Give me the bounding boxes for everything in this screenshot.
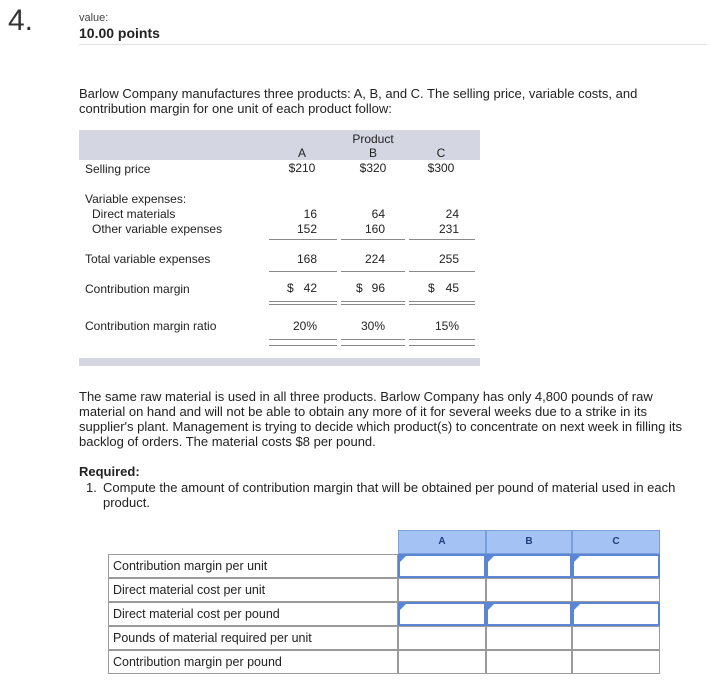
required-item-text: Compute the amount of contribution margin that will be obtained per pound of material used in each product. bbox=[103, 480, 676, 510]
total-line-c bbox=[409, 271, 475, 272]
grid-header-c: C bbox=[572, 530, 660, 554]
row-label-total-variable: Total variable expenses bbox=[85, 252, 211, 266]
question-number: 4. bbox=[8, 4, 34, 37]
row-label-contribution-margin: Contribution margin bbox=[85, 282, 190, 296]
other-variable-a: 152 bbox=[296, 222, 317, 236]
grid-header-a: A bbox=[398, 530, 486, 554]
input-marker-icon bbox=[400, 604, 406, 610]
direct-materials-b: 64 bbox=[371, 207, 385, 221]
required-item-number: 1. bbox=[86, 480, 97, 495]
ratio-line2-c bbox=[409, 345, 475, 346]
cm-per-unit-input-c[interactable] bbox=[572, 554, 660, 578]
row-label-cm-ratio: Contribution margin ratio bbox=[85, 319, 217, 333]
dm-cost-per-unit-input-c[interactable] bbox=[572, 578, 660, 602]
product-data-table bbox=[79, 130, 480, 366]
grid-row-label: Direct material cost per pound bbox=[108, 602, 398, 626]
ratio-line1-a bbox=[269, 339, 337, 340]
input-marker-icon bbox=[488, 556, 494, 562]
total-line-a bbox=[269, 271, 337, 272]
column-header-b: B bbox=[368, 146, 377, 160]
cm-line1-b bbox=[341, 301, 405, 302]
subtotal-line-a bbox=[269, 239, 337, 240]
grid-row-label: Contribution margin per pound bbox=[108, 650, 398, 674]
dm-cost-per-unit-input-b[interactable] bbox=[486, 578, 572, 602]
grid-row-label: Pounds of material required per unit bbox=[108, 626, 398, 650]
cm-ratio-c: 15% bbox=[434, 319, 459, 333]
cm-dollar-a: $ bbox=[287, 281, 294, 295]
cm-dollar-c: $ bbox=[428, 281, 435, 295]
points-value: 10.00 points bbox=[79, 25, 160, 41]
cm-line2-c bbox=[409, 304, 475, 305]
column-header-a: A bbox=[297, 146, 306, 160]
cm-per-pound-input-c[interactable] bbox=[572, 650, 660, 674]
cm-ratio-b: 30% bbox=[360, 319, 385, 333]
dm-cost-per-pound-input-a[interactable] bbox=[398, 602, 486, 626]
direct-materials-a: 16 bbox=[303, 207, 317, 221]
pounds-per-unit-input-c[interactable] bbox=[572, 626, 660, 650]
subtotal-line-b bbox=[341, 239, 405, 240]
input-marker-icon bbox=[574, 556, 580, 562]
cm-ratio-a: 20% bbox=[292, 319, 317, 333]
cm-per-pound-input-b[interactable] bbox=[486, 650, 572, 674]
cm-dollar-b: $ bbox=[356, 281, 363, 295]
contribution-margin-b: 96 bbox=[371, 281, 385, 295]
cm-per-unit-input-b[interactable] bbox=[486, 554, 572, 578]
scenario-text: The same raw material is used in all three products. Barlow Company has only 4,800 pounds of raw material on hand and will not be able to obtain any more of it for several weeks due to a strike in its supplier's plant. Management is trying to decide which product(s) to concentrate on next week in filling its backlog of orders. The material costs $8 per pound. bbox=[79, 389, 682, 449]
row-label-variable-expenses: Variable expenses: bbox=[85, 192, 187, 206]
ratio-line1-c bbox=[409, 339, 475, 340]
contribution-margin-c: 45 bbox=[445, 281, 459, 295]
total-variable-c: 255 bbox=[438, 252, 459, 266]
pounds-per-unit-input-b[interactable] bbox=[486, 626, 572, 650]
dm-cost-per-pound-input-b[interactable] bbox=[486, 602, 572, 626]
value-label: value: bbox=[79, 12, 109, 24]
cm-per-pound-input-a[interactable] bbox=[398, 650, 486, 674]
row-label-direct-materials: Direct materials bbox=[92, 207, 176, 221]
intro-text: Barlow Company manufactures three products: A, B, and C. The selling price, variable costs, and contribution margin for one unit of each product follow: bbox=[79, 86, 638, 116]
ratio-line2-a bbox=[269, 345, 337, 346]
pounds-per-unit-input-a[interactable] bbox=[398, 626, 486, 650]
cm-per-unit-input-a[interactable] bbox=[398, 554, 486, 578]
dm-cost-per-pound-input-c[interactable] bbox=[572, 602, 660, 626]
total-line-b bbox=[341, 271, 405, 272]
other-variable-c: 231 bbox=[438, 222, 459, 236]
input-marker-icon bbox=[574, 604, 580, 610]
selling-price-c: $300 bbox=[427, 161, 455, 175]
selling-price-a: $210 bbox=[288, 161, 316, 175]
cm-line1-c bbox=[409, 301, 475, 302]
grid-corner bbox=[108, 530, 398, 554]
ratio-line1-b bbox=[341, 339, 405, 340]
required-heading bbox=[79, 464, 689, 479]
direct-materials-c: 24 bbox=[445, 207, 459, 221]
other-variable-b: 160 bbox=[364, 222, 385, 236]
row-label-selling-price: Selling price bbox=[85, 162, 151, 176]
cm-line2-a bbox=[269, 304, 337, 305]
cm-line1-a bbox=[269, 301, 337, 302]
total-variable-b: 224 bbox=[364, 252, 385, 266]
grid-row-label: Contribution margin per unit bbox=[108, 554, 398, 578]
grid-row-label: Direct material cost per unit bbox=[108, 578, 398, 602]
cm-line2-b bbox=[341, 304, 405, 305]
table-footer-band bbox=[79, 358, 480, 366]
ratio-line2-b bbox=[341, 345, 405, 346]
row-label-other-variable: Other variable expenses bbox=[92, 222, 223, 236]
subtotal-line-c bbox=[409, 239, 475, 240]
required-label: Required: bbox=[79, 464, 140, 479]
selling-price-b: $320 bbox=[359, 161, 387, 175]
contribution-margin-a: 42 bbox=[303, 281, 317, 295]
column-header-c: C bbox=[436, 146, 446, 160]
product-header: Product bbox=[352, 132, 394, 146]
total-variable-a: 168 bbox=[296, 252, 317, 266]
header-divider bbox=[79, 44, 707, 45]
input-marker-icon bbox=[488, 604, 494, 610]
dm-cost-per-unit-input-a[interactable] bbox=[398, 578, 486, 602]
grid-header-b: B bbox=[486, 530, 572, 554]
input-marker-icon bbox=[400, 556, 406, 562]
